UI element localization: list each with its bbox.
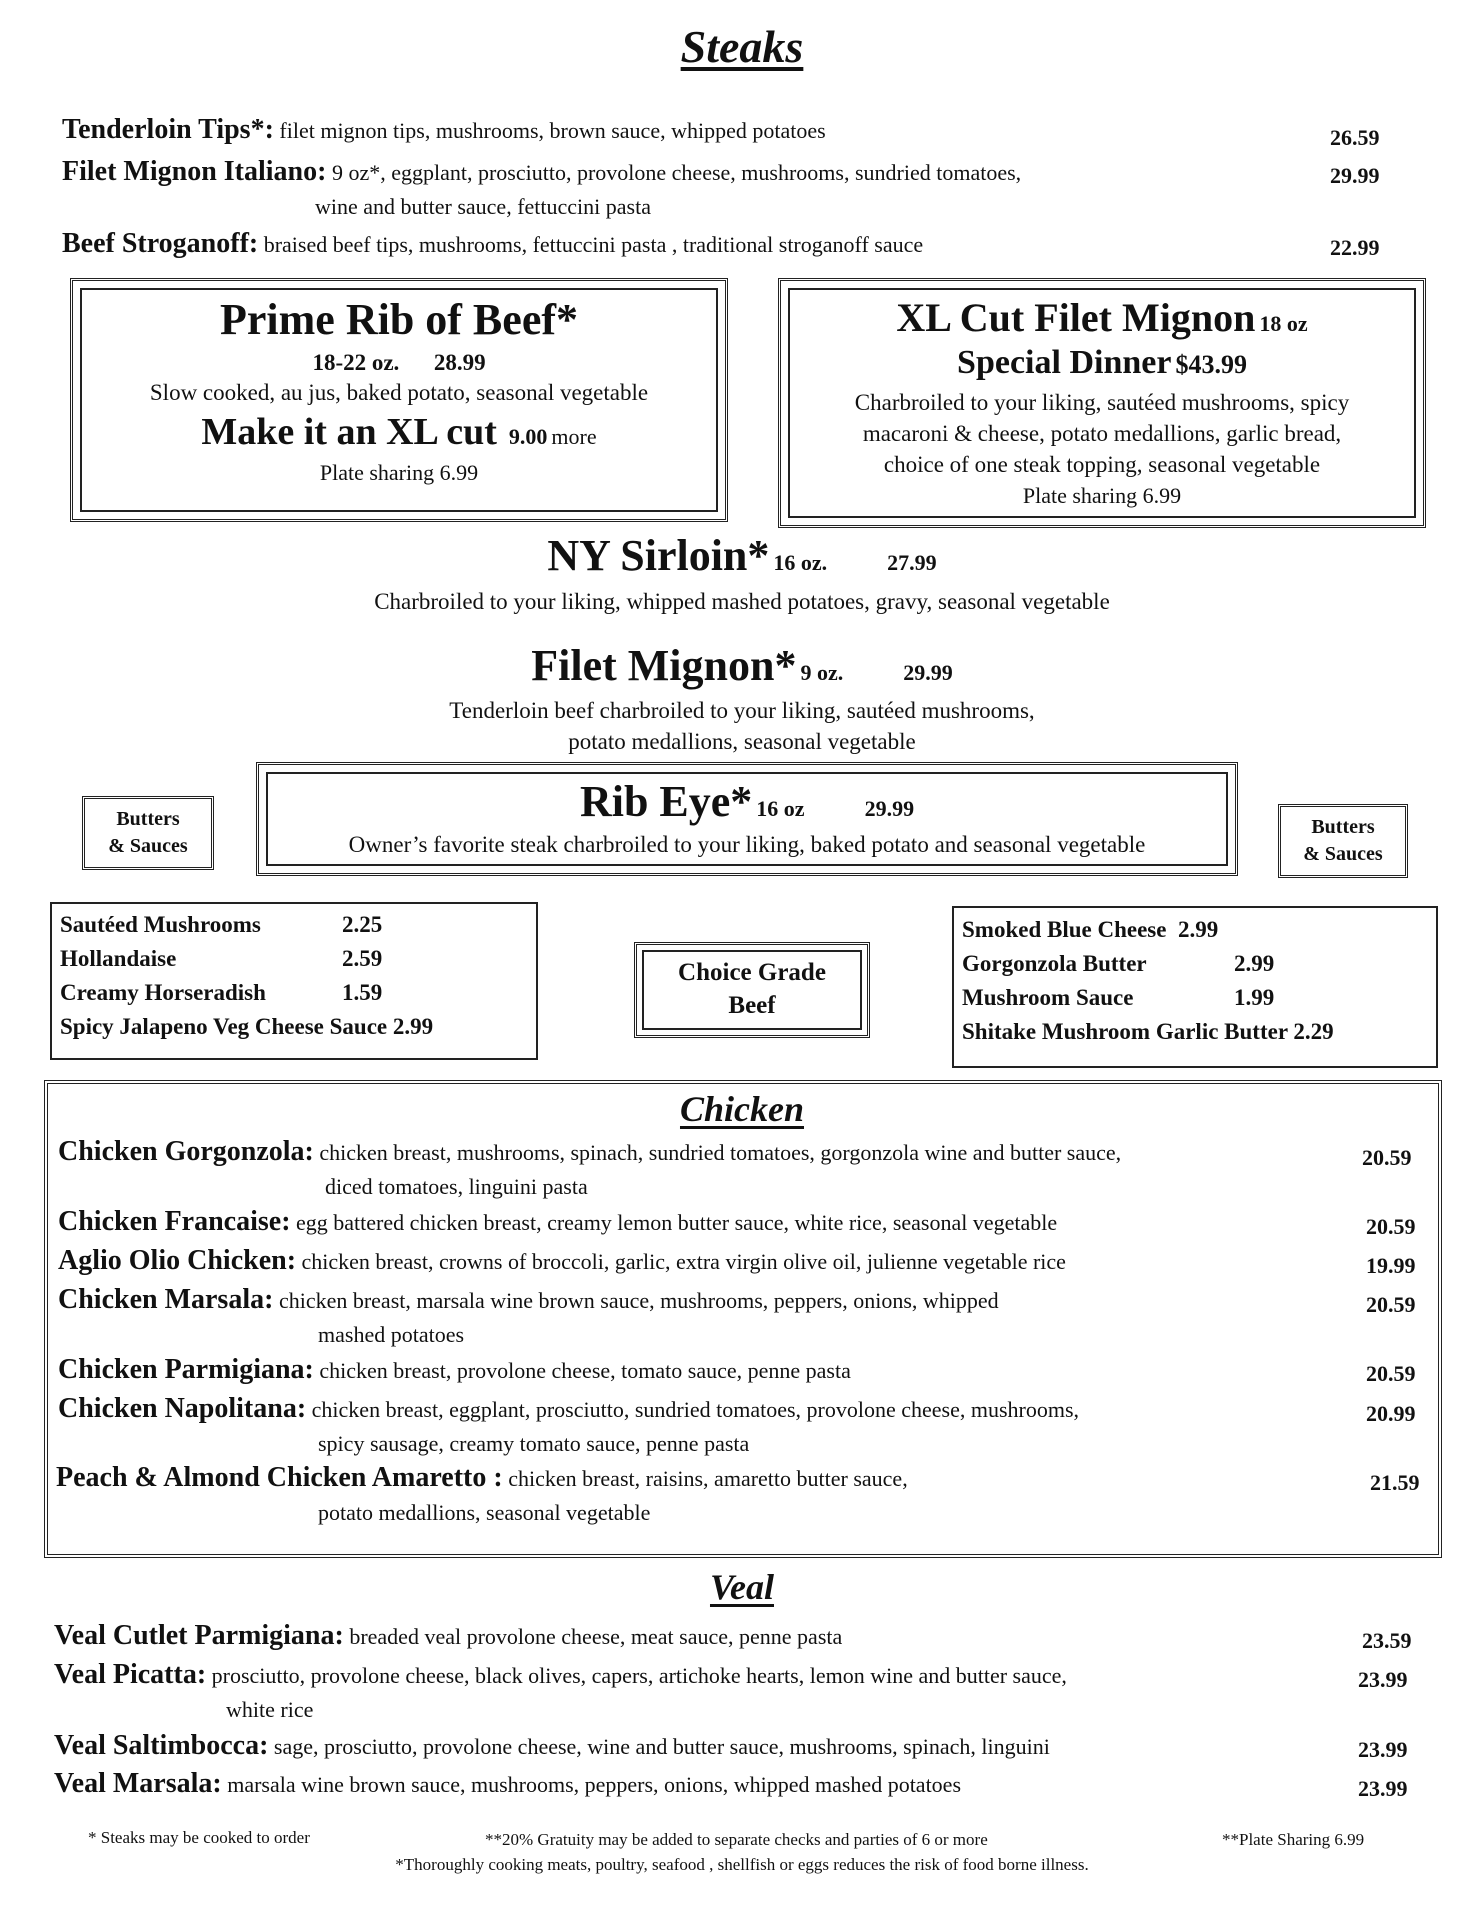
item-price: 23.59	[1362, 1628, 1412, 1653]
filet-mignon-desc-2: potato medallions, seasonal vegetable	[568, 729, 916, 754]
item-price: 23.99	[1358, 1776, 1408, 1801]
filet-mignon-title: Filet Mignon*	[531, 641, 797, 690]
item-price: 20.59	[1366, 1361, 1416, 1386]
butters-label-right	[1278, 814, 1408, 868]
item-desc: sage, prosciutto, provolone cheese, wine and butter sauce, mushrooms, spinach, linguini	[273, 1734, 1050, 1759]
item-desc: chicken breast, provolone cheese, tomato sauce, penne pasta	[319, 1358, 851, 1383]
butters-label-left	[82, 806, 214, 860]
item-name: Veal Marsala:	[54, 1768, 222, 1799]
xl-filet-title: XL Cut Filet Mignon	[896, 295, 1256, 340]
item-desc: chicken breast, raisins, amaretto butter sauce,	[508, 1466, 908, 1491]
ny-sirloin-size: 16 oz.	[773, 550, 828, 575]
xl-filet-desc-1: Charbroiled to your liking, sautéed mushrooms, spicy	[854, 390, 1350, 415]
item-desc: chicken breast, eggplant, prosciutto, sundried tomatoes, provolone cheese, mushrooms,	[311, 1397, 1080, 1422]
sauce-item: Hollandaise	[60, 946, 177, 971]
ny-sirloin-line	[0, 530, 1484, 581]
item-name: Veal Picatta:	[54, 1659, 207, 1690]
choice-grade-line-2: Beef	[728, 992, 776, 1019]
footer-note-warning: *Thoroughly cooking meats, poultry, seafood , shellfish or eggs reduces the risk of food borne illness.	[395, 1855, 1089, 1874]
sauce-price: 1.59	[342, 980, 383, 1005]
menu-item-veal-marsala	[54, 1768, 961, 1800]
ny-sirloin-title: NY Sirloin*	[547, 531, 770, 580]
item-desc: chicken breast, mushrooms, spinach, sundried tomatoes, gorgonzola wine and butter sauce,	[319, 1140, 1122, 1165]
sauce-price: 2.99	[1234, 951, 1275, 976]
item-desc-cont: mashed potatoes	[318, 1322, 465, 1347]
sauce-price: 2.29	[1293, 1019, 1334, 1044]
menu-item-chicken-marsala	[58, 1284, 999, 1316]
item-desc: breaded veal provolone cheese, meat sauce, penne pasta	[349, 1624, 843, 1649]
item-name: Chicken Parmigiana:	[58, 1354, 314, 1385]
menu-item-filet-mignon-italiano	[62, 156, 1021, 188]
filet-mignon-line	[0, 640, 1484, 691]
sauce-item	[962, 917, 1218, 943]
ny-sirloin-desc: Charbroiled to your liking, whipped mashed potatoes, gravy, seasonal vegetable	[374, 589, 1110, 614]
ny-sirloin-price: 27.99	[887, 550, 937, 575]
filet-mignon-desc-1: Tenderloin beef charbroiled to your liking, sautéed mushrooms,	[449, 698, 1035, 723]
item-desc: 9 oz*, eggplant, prosciutto, provolone cheese, mushrooms, sundried tomatoes,	[331, 160, 1022, 185]
item-price: 19.99	[1366, 1253, 1416, 1278]
item-price: 20.59	[1362, 1145, 1412, 1170]
item-desc: braised beef tips, mushrooms, fettuccini pasta , traditional stroganoff sauce	[263, 232, 924, 257]
prime-rib-xl-more: more	[551, 424, 597, 449]
item-desc-cont: wine and butter sauce, fettuccini pasta	[315, 194, 651, 219]
sauce-item: Sautéed Mushrooms	[60, 912, 261, 937]
item-desc: egg battered chicken breast, creamy lemon butter sauce, white rice, seasonal vegetable	[296, 1210, 1058, 1235]
menu-item-chicken-parmigiana	[58, 1354, 851, 1386]
rib-eye-line	[266, 776, 1228, 827]
item-desc: marsala wine brown sauce, mushrooms, peppers, onions, whipped mashed potatoes	[227, 1772, 962, 1797]
xl-filet-price: $43.99	[1175, 350, 1247, 379]
rib-eye-size: 16 oz	[756, 796, 805, 821]
item-price: 21.59	[1370, 1470, 1420, 1495]
butters-label-line-1: Butters	[116, 808, 180, 830]
filet-mignon-price: 29.99	[903, 660, 953, 685]
choice-grade-line-1: Choice Grade	[678, 959, 826, 986]
sauce-item: Mushroom Sauce	[962, 985, 1134, 1010]
xl-filet-sharing: Plate sharing 6.99	[1022, 483, 1182, 508]
item-name: Tenderloin Tips*:	[62, 114, 274, 145]
item-name: Veal Cutlet Parmigiana:	[54, 1620, 344, 1651]
menu-item-chicken-francaise	[58, 1206, 1057, 1238]
xl-filet-size: 18 oz	[1259, 311, 1308, 336]
item-desc: chicken breast, crowns of broccoli, garlic, extra virgin olive oil, julienne vegetable rice	[301, 1249, 1066, 1274]
item-name: Veal Saltimbocca:	[54, 1730, 269, 1761]
butters-label-line-2: & Sauces	[108, 835, 188, 857]
rib-eye-title: Rib Eye*	[579, 777, 753, 826]
menu-item-peach-almond-chicken	[56, 1462, 908, 1494]
rib-eye-price: 29.99	[864, 796, 915, 821]
prime-rib-sharing: Plate sharing 6.99	[319, 460, 479, 485]
menu-item-aglio-olio-chicken	[58, 1245, 1066, 1277]
sauce-item: Gorgonzola Butter	[962, 951, 1147, 976]
menu-item-chicken-napolitana	[58, 1393, 1079, 1425]
sauce-price: 2.25	[342, 912, 383, 937]
menu-item-beef-stroganoff	[62, 228, 923, 260]
sauce-item: Creamy Horseradish	[60, 980, 266, 1005]
choice-grade-label	[642, 956, 862, 1022]
item-price: 23.99	[1358, 1737, 1408, 1762]
item-desc: filet mignon tips, mushrooms, brown sauce, whipped potatoes	[279, 118, 826, 143]
menu-item-veal-saltimbocca	[54, 1730, 1050, 1762]
steaks-title: Steaks	[680, 21, 804, 72]
xl-filet-desc-3: choice of one steak topping, seasonal vegetable	[883, 452, 1321, 477]
sauce-price: 2.99	[392, 1014, 434, 1039]
sauce-item	[962, 1019, 1334, 1045]
prime-rib-desc: Slow cooked, au jus, baked potato, seasonal vegetable	[149, 380, 649, 405]
item-desc-cont: diced tomatoes, linguini pasta	[325, 1174, 588, 1199]
prime-rib-xl-line	[80, 410, 718, 454]
prime-rib-size: 18-22 oz.	[312, 350, 400, 375]
menu-item-tenderloin-tips	[62, 114, 826, 146]
footer-note-gratuity: **20% Gratuity may be added to separate checks and parties of 6 or more	[485, 1830, 988, 1849]
item-name: Peach & Almond Chicken Amaretto :	[56, 1462, 503, 1493]
chicken-title: Chicken	[679, 1089, 804, 1129]
menu-item-veal-cutlet-parmigiana	[54, 1620, 842, 1652]
xl-filet-special-line	[788, 344, 1416, 382]
sauce-name: Shitake Mushroom Garlic Butter	[962, 1019, 1288, 1044]
item-price: 23.99	[1358, 1667, 1408, 1692]
sauce-price: 2.99	[1177, 917, 1219, 942]
item-price: 20.59	[1366, 1214, 1416, 1239]
item-name: Chicken Francaise:	[58, 1206, 291, 1237]
sauce-name: Smoked Blue Cheese	[962, 917, 1167, 942]
prime-rib-xl-price: 9.00	[508, 424, 548, 449]
item-desc-cont: potato medallions, seasonal vegetable	[318, 1500, 651, 1525]
item-name: Filet Mignon Italiano:	[62, 156, 327, 187]
sauce-price: 1.99	[1234, 985, 1275, 1010]
prime-rib-xl: Make it an XL cut	[201, 411, 497, 453]
menu-item-chicken-gorgonzola	[58, 1136, 1121, 1168]
item-price: 20.99	[1366, 1401, 1416, 1426]
item-price: 29.99	[1330, 163, 1380, 188]
butters-label-line-1: Butters	[1311, 816, 1375, 838]
menu-item-veal-picatta	[54, 1659, 1067, 1691]
sauce-price: 2.59	[342, 946, 383, 971]
prime-rib-title: Prime Rib of Beef*	[220, 295, 578, 344]
item-price: 22.99	[1330, 235, 1380, 260]
xl-filet-special: Special Dinner	[957, 344, 1172, 381]
item-desc: prosciutto, provolone cheese, black olives, capers, artichoke hearts, lemon wine and butter sauce,	[211, 1663, 1067, 1688]
item-name: Aglio Olio Chicken:	[58, 1245, 297, 1276]
item-name: Chicken Gorgonzola:	[58, 1136, 314, 1167]
sauce-name: Spicy Jalapeno Veg Cheese Sauce	[60, 1014, 388, 1039]
item-name: Chicken Marsala:	[58, 1284, 274, 1315]
xl-filet-title-line	[788, 294, 1416, 341]
veal-title: Veal	[709, 1567, 774, 1607]
prime-rib-price: 28.99	[433, 350, 486, 375]
footer-note-sharing: **Plate Sharing 6.99	[1222, 1830, 1365, 1849]
rib-eye-desc: Owner’s favorite steak charbroiled to your liking, baked potato and seasonal vegetable	[348, 832, 1146, 857]
item-price: 20.59	[1366, 1292, 1416, 1317]
butters-label-line-2: & Sauces	[1303, 843, 1383, 865]
footer-note-cooked: * Steaks may be cooked to order	[88, 1828, 310, 1847]
item-desc: chicken breast, marsala wine brown sauce, mushrooms, peppers, onions, whipped	[278, 1288, 999, 1313]
filet-mignon-size: 9 oz.	[800, 660, 844, 685]
sauce-item	[60, 1014, 433, 1040]
item-name: Chicken Napolitana:	[58, 1393, 307, 1424]
item-price: 26.59	[1330, 125, 1380, 150]
prime-rib-size-price	[80, 350, 718, 376]
xl-filet-desc-2: macaroni & cheese, potato medallions, garlic bread,	[862, 421, 1342, 446]
item-desc-cont: spicy sausage, creamy tomato sauce, penne pasta	[318, 1431, 750, 1456]
item-desc-cont: white rice	[226, 1697, 314, 1722]
item-name: Beef Stroganoff:	[62, 228, 259, 259]
